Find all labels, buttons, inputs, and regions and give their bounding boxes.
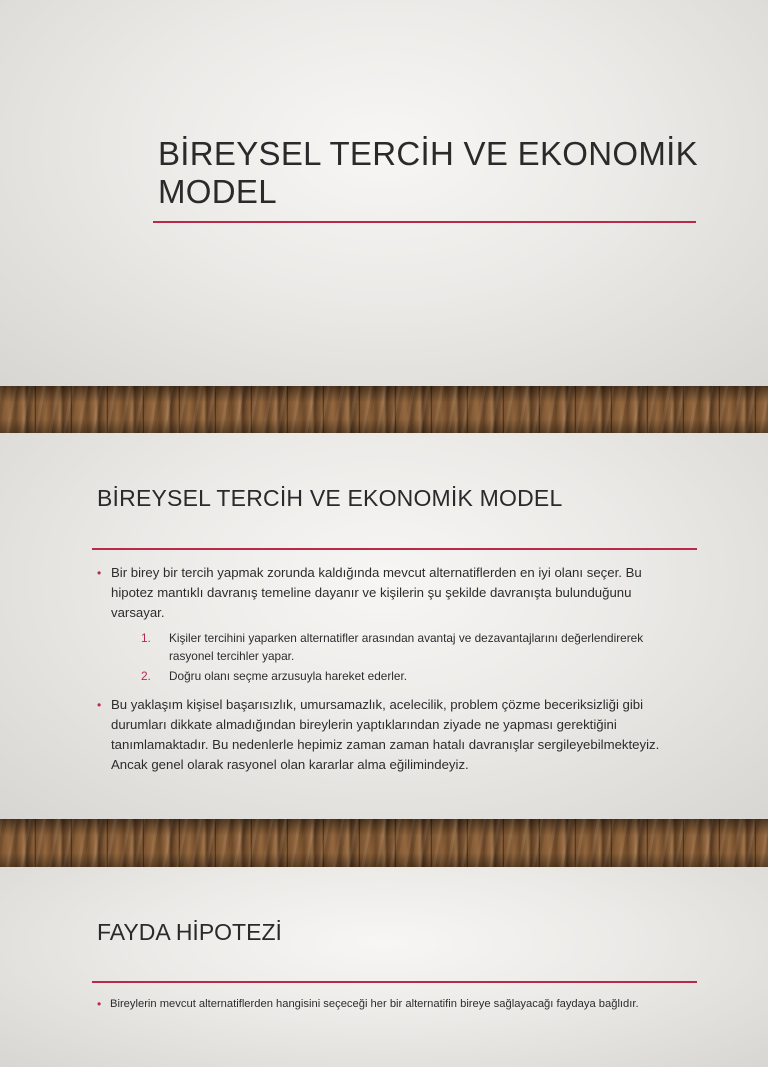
slide-3 <box>0 867 768 1067</box>
slide-1-title: BİREYSEL TERCİH VE EKONOMİK MODEL <box>158 135 698 210</box>
list-item <box>97 995 697 1013</box>
list-item <box>97 563 687 685</box>
item-number: 2. <box>141 669 151 683</box>
bullet-text: Bir birey bir tercih yapmak zorunda kaldığında mevcut alternatiflerden en iyi olanı seçer. Bu hipotez mantıklı davranış temeline dayanır ve kişilerin şu şekilde davranışta bulunduğunu varsayar. <box>111 565 642 620</box>
list-item <box>97 695 687 775</box>
slide-3-body <box>97 995 697 1023</box>
bullet-icon: • <box>97 997 102 1011</box>
wood-floor-divider <box>0 819 768 867</box>
item-text: Kişiler tercihini yaparken alternatifler arasından avantaj ve dezavantajlarını değerlendirerek rasyonel tercihler yapar. <box>169 631 644 663</box>
bullet-icon: • <box>97 566 102 580</box>
wood-floor-divider <box>0 386 768 433</box>
bullet-text: Bu yaklaşım kişisel başarısızlık, umursamazlık, acelecilik, problem çözme beceriksizliği gibi durumları dikkate almadığından bireylerin yaptıklarından ziyade ne yapması gerektiğini tanımlamaktadır. Bu nedenlerle hepimiz zaman zaman hatalı davranışlar sergileyebilmekteyiz. Ancak genel olarak rasyonel olan kararlar alma eğilimindeyiz. <box>111 697 660 772</box>
numbered-item <box>111 629 687 665</box>
slide-3-title: FAYDA HİPOTEZİ <box>97 919 282 945</box>
slide-1-title-rule <box>153 221 696 223</box>
bullet-icon: • <box>97 698 102 712</box>
slide-3-title-rule <box>92 981 697 983</box>
item-text: Doğru olanı seçme arzusuyla hareket ederler. <box>169 669 408 683</box>
slide-1 <box>0 0 768 386</box>
slide-2 <box>0 433 768 819</box>
item-number: 1. <box>141 631 151 645</box>
slide-2-title-rule <box>92 548 697 550</box>
bullet-text: Bireylerin mevcut alternatiflerden hangisini seçeceği her bir alternatifin bireye sağlayacağı faydaya bağlıdır. <box>110 998 639 1010</box>
numbered-list <box>111 629 687 685</box>
slide-2-body <box>97 563 687 785</box>
slide-2-title: BİREYSEL TERCİH VE EKONOMİK MODEL <box>97 485 563 511</box>
numbered-item <box>111 667 687 685</box>
